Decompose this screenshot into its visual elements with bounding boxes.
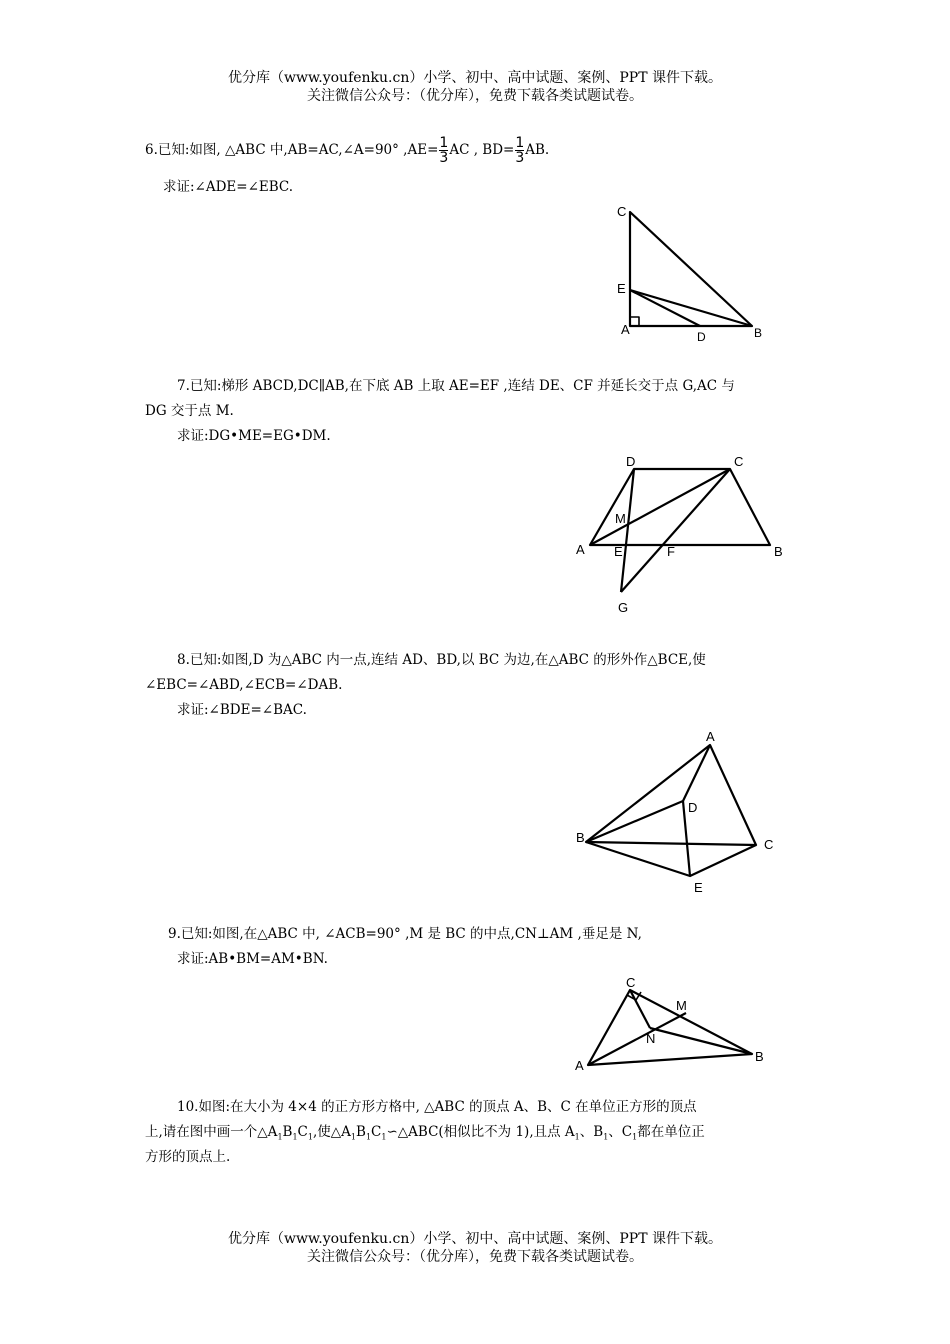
p6-text-c: AB. [525, 142, 550, 158]
frac-num: 1 [515, 135, 525, 151]
problem-7-line-2: DG 交于点 M. [145, 403, 234, 419]
p7-label-f: F [667, 544, 675, 559]
p7-label-a: A [576, 542, 585, 557]
problem-8-prove: 求证:∠BDE=∠BAC. [177, 702, 307, 718]
p10-sub: 1 [603, 1132, 609, 1142]
p6-label-d: D [697, 330, 706, 344]
p10-sub: 1 [365, 1132, 372, 1142]
footer-line-2: 关注微信公众号：（优分库），免费下载各类试题试卷。 [307, 1249, 643, 1265]
p10-sub: 1 [632, 1132, 638, 1142]
problem-8-line-1: 8.已知:如图,D 为△ABC 内一点,连结 AD、BD,以 BC 为边,在△ABC 的形外作△BCE,使 [177, 652, 706, 668]
problem-10-line-1: 10.如图:在大小为 4×4 的正方形方格中, △ABC 的顶点 A、B、C 在单位正方形的顶点 [177, 1099, 697, 1115]
p7-label-e: E [614, 544, 623, 559]
p10-text: 、B [579, 1124, 604, 1140]
p9-label-n: N [646, 1031, 656, 1046]
p9-label-b: B [755, 1049, 764, 1064]
p9-label-m: M [676, 998, 687, 1013]
p9-triangle-abc [588, 990, 752, 1065]
p9-label-c: C [626, 975, 636, 990]
p6-label-a: A [621, 322, 630, 337]
header-line-2: 关注微信公众号：（优分库），免费下载各类试题试卷。 [307, 88, 643, 104]
p10-sub: 1 [574, 1132, 580, 1142]
p8-label-b: B [576, 830, 585, 845]
header-line-1: 优分库（www.youfenku.cn）小学、初中、高中试题、案例、PPT 课件下载。 [227, 70, 722, 86]
p7-label-m: M [615, 511, 626, 526]
p7-label-c: C [734, 454, 744, 469]
p8-label-c: C [764, 837, 774, 852]
footer-line-1: 优分库（www.youfenku.cn）小学、初中、高中试题、案例、PPT 课件下载。 [227, 1231, 722, 1247]
p10-text: 、C [608, 1124, 633, 1140]
p6-label-e: E [617, 281, 626, 296]
p10-sub: 1 [307, 1132, 313, 1142]
frac-den: 3 [515, 150, 525, 166]
problem-7-line-1: 7.已知:梯形 ABCD,DC∥AB,在下底 AB 上取 AE=EF ,连结 DE、CF 并延长交于点 G,AC 与 [177, 378, 735, 394]
p10-sub: 1 [381, 1132, 387, 1142]
p10-sub: 1 [292, 1132, 298, 1142]
p6-text-b: AC , BD= [449, 142, 515, 158]
p7-label-b: B [774, 544, 783, 559]
p8-label-e: E [694, 880, 703, 895]
problem-10-line-2 [145, 1123, 705, 1147]
p10-text: C [371, 1124, 382, 1140]
p7-label-d: D [626, 454, 636, 469]
p7-label-g: G [618, 600, 629, 615]
p9-label-a: A [575, 1058, 584, 1073]
p10-text: C [297, 1124, 308, 1140]
frac-den: 3 [439, 150, 449, 166]
p6-label-c: C [617, 204, 627, 219]
frac-num: 1 [439, 135, 449, 151]
p10-text: 上,请在图中画一个△A [145, 1124, 278, 1140]
problem-8-line-2: ∠EBC=∠ABD,∠ECB=∠DAB. [145, 677, 343, 693]
p9-segment-nb [650, 1028, 752, 1054]
problem-6-prove: 求证:∠ADE=∠EBC. [163, 179, 294, 195]
p10-text: B [282, 1124, 293, 1140]
problem-7-prove: 求证:DG•ME=EG•DM. [177, 428, 331, 444]
p10-text: ,使△A [312, 1124, 351, 1140]
p10-text: B [356, 1124, 366, 1140]
problem-9-line-1: 9.已知:如图,在△ABC 中, ∠ACB=90° ,M 是 BC 的中点,CN⊥AM ,垂足是 N, [168, 926, 642, 942]
p10-sub: 1 [277, 1132, 283, 1142]
p8-label-d: D [688, 800, 698, 815]
problem-9-prove: 求证:AB•BM=AM•BN. [177, 951, 328, 967]
p6-label-b: B [754, 326, 763, 340]
problem-10-line-3: 方形的顶点上. [145, 1149, 231, 1165]
p10-text: 都在单位正 [637, 1124, 705, 1140]
p8-label-a: A [706, 729, 715, 744]
p10-text: ∽△ABC(相似比不为 1),且点 A [386, 1124, 575, 1140]
p10-sub: 1 [350, 1132, 357, 1142]
p6-text-a: 6.已知:如图, △ABC 中,AB=AC,∠A=90° ,AE= [145, 142, 439, 158]
